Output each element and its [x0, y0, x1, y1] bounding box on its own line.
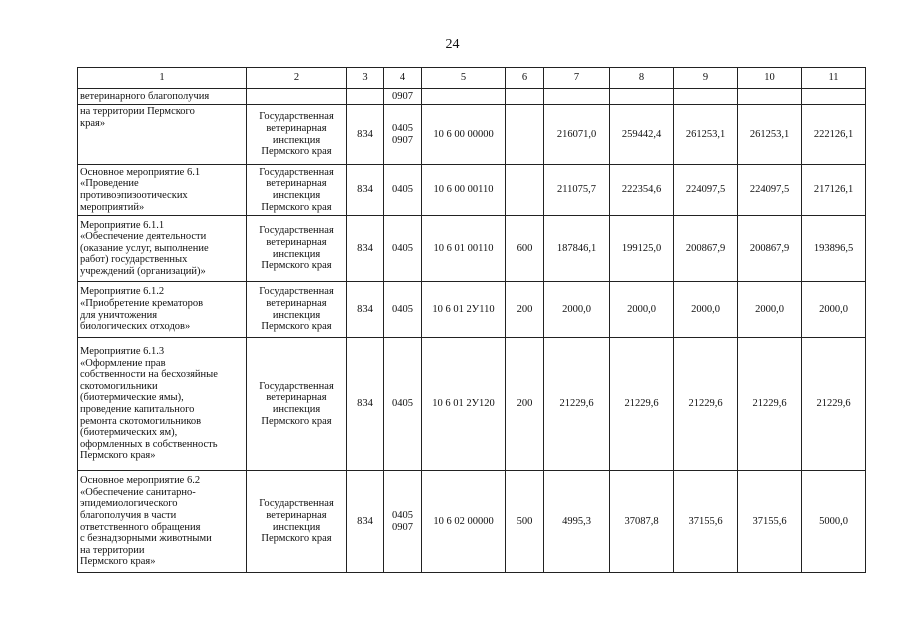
expense-type-cell: 600	[506, 216, 544, 282]
amount-cell: 21229,6	[802, 338, 866, 471]
amount-cell: 224097,5	[674, 165, 738, 216]
amount-cell: 193896,5	[802, 216, 866, 282]
header-cell: 1	[78, 68, 247, 89]
expense-type-cell	[506, 105, 544, 165]
header-cell: 3	[347, 68, 384, 89]
section-code-cell: 0405	[384, 165, 422, 216]
activity-name-cell	[78, 471, 247, 573]
section-code-cell: 0405 0907	[384, 105, 422, 165]
ministry-code-cell: 834	[347, 338, 384, 471]
amount-cell: 224097,5	[738, 165, 802, 216]
header-cell: 10	[738, 68, 802, 89]
target-article-cell: 10 6 01 2У120	[422, 338, 506, 471]
amount-cell: 21229,6	[674, 338, 738, 471]
amount-cell: 2000,0	[674, 282, 738, 338]
activity-name-cell	[78, 105, 247, 165]
amount-cell: 21229,6	[544, 338, 610, 471]
activity-name-text: Мероприятие 6.1.2 «Приобретение крематоров для уничтожения биологических отходов»	[80, 286, 204, 333]
section-code-cell: 0405	[384, 338, 422, 471]
target-article-cell: 10 6 01 2У110	[422, 282, 506, 338]
amount-cell: 21229,6	[610, 338, 674, 471]
activity-name-text: Мероприятие 6.1.3 «Оформление прав собственности на бесхозяйные скотомогильники (биотермические ямы), проведение капитального ремонта скотомогильников (биотермических ям), оформленных в собственность Пермского края»	[80, 346, 218, 462]
header-cell: 4	[384, 68, 422, 89]
expense-type-cell: 500	[506, 471, 544, 573]
ministry-code-cell: 834	[347, 216, 384, 282]
amount-cell: 261253,1	[738, 105, 802, 165]
amount-cell: 211075,7	[544, 165, 610, 216]
activity-name-cell	[78, 89, 247, 105]
section-code-cell: 0405	[384, 216, 422, 282]
header-cell: 7	[544, 68, 610, 89]
expense-type-cell: 200	[506, 338, 544, 471]
executor-cell: Государственная ветеринарная инспекция Пермского края	[247, 338, 347, 471]
amount-cell	[544, 89, 610, 105]
target-article-cell: 10 6 02 00000	[422, 471, 506, 573]
amount-cell	[738, 89, 802, 105]
amount-cell: 222126,1	[802, 105, 866, 165]
executor-cell: Государственная ветеринарная инспекция Пермского края	[247, 216, 347, 282]
activity-name-cell	[78, 338, 247, 471]
amount-cell: 199125,0	[610, 216, 674, 282]
activity-name-text: Мероприятие 6.1.1 «Обеспечение деятельности (оказание услуг, выполнение работ) государственных учреждений (организаций)»	[80, 219, 209, 277]
amount-cell: 37155,6	[674, 471, 738, 573]
section-code-cell: 0907	[384, 89, 422, 105]
section-code-cell: 0405 0907	[384, 471, 422, 573]
amount-cell: 37155,6	[738, 471, 802, 573]
amount-cell: 200867,9	[738, 216, 802, 282]
header-cell: 2	[247, 68, 347, 89]
amount-cell: 216071,0	[544, 105, 610, 165]
table-row	[78, 282, 866, 338]
amount-cell: 217126,1	[802, 165, 866, 216]
table-row	[78, 165, 866, 216]
table-row	[78, 105, 866, 165]
target-article-cell: 10 6 00 00110	[422, 165, 506, 216]
amount-cell: 5000,0	[802, 471, 866, 573]
ministry-code-cell: 834	[347, 282, 384, 338]
ministry-code-cell: 834	[347, 471, 384, 573]
activity-name-text: на территории Пермского края»	[80, 106, 195, 129]
amount-cell: 222354,6	[610, 165, 674, 216]
amount-cell: 21229,6	[738, 338, 802, 471]
table-row	[78, 471, 866, 573]
table-row	[78, 89, 866, 105]
amount-cell: 259442,4	[610, 105, 674, 165]
amount-cell: 200867,9	[674, 216, 738, 282]
executor-cell: Государственная ветеринарная инспекция Пермского края	[247, 165, 347, 216]
activity-name-cell	[78, 165, 247, 216]
amount-cell	[674, 89, 738, 105]
target-article-cell	[422, 89, 506, 105]
header-cell: 9	[674, 68, 738, 89]
header-cell: 6	[506, 68, 544, 89]
table-row	[78, 216, 866, 282]
amount-cell	[802, 89, 866, 105]
target-article-cell: 10 6 00 00000	[422, 105, 506, 165]
amount-cell: 187846,1	[544, 216, 610, 282]
expense-type-cell: 200	[506, 282, 544, 338]
activity-name-text: Основное мероприятие 6.1 «Проведение противоэпизоотических мероприятий»	[80, 166, 201, 213]
executor-cell: Государственная ветеринарная инспекция Пермского края	[247, 282, 347, 338]
expense-type-cell	[506, 89, 544, 105]
header-cell: 5	[422, 68, 506, 89]
ministry-code-cell: 834	[347, 105, 384, 165]
section-code-cell: 0405	[384, 282, 422, 338]
activity-name-cell	[78, 216, 247, 282]
amount-cell: 37087,8	[610, 471, 674, 573]
activity-name-text: Основное мероприятие 6.2 «Обеспечение санитарно- эпидемиологического благополучия в части ответственного обращения с безнадзорными животными на территории Пермского края»	[80, 475, 212, 568]
amount-cell	[610, 89, 674, 105]
activity-name-text: ветеринарного благополучия	[80, 90, 210, 102]
activity-name-cell	[78, 282, 247, 338]
table-row	[78, 338, 866, 471]
executor-cell: Государственная ветеринарная инспекция Пермского края	[247, 105, 347, 165]
expense-type-cell	[506, 165, 544, 216]
target-article-cell: 10 6 01 00110	[422, 216, 506, 282]
amount-cell: 2000,0	[802, 282, 866, 338]
executor-cell	[247, 89, 347, 105]
ministry-code-cell: 834	[347, 165, 384, 216]
amount-cell: 2000,0	[738, 282, 802, 338]
amount-cell: 4995,3	[544, 471, 610, 573]
amount-cell: 2000,0	[544, 282, 610, 338]
amount-cell: 261253,1	[674, 105, 738, 165]
header-cell: 8	[610, 68, 674, 89]
page-number: 24	[445, 37, 460, 52]
amount-cell: 2000,0	[610, 282, 674, 338]
budget-table	[77, 67, 866, 573]
executor-cell: Государственная ветеринарная инспекция Пермского края	[247, 471, 347, 573]
ministry-code-cell	[347, 89, 384, 105]
header-row	[78, 68, 866, 89]
header-cell: 11	[802, 68, 866, 89]
